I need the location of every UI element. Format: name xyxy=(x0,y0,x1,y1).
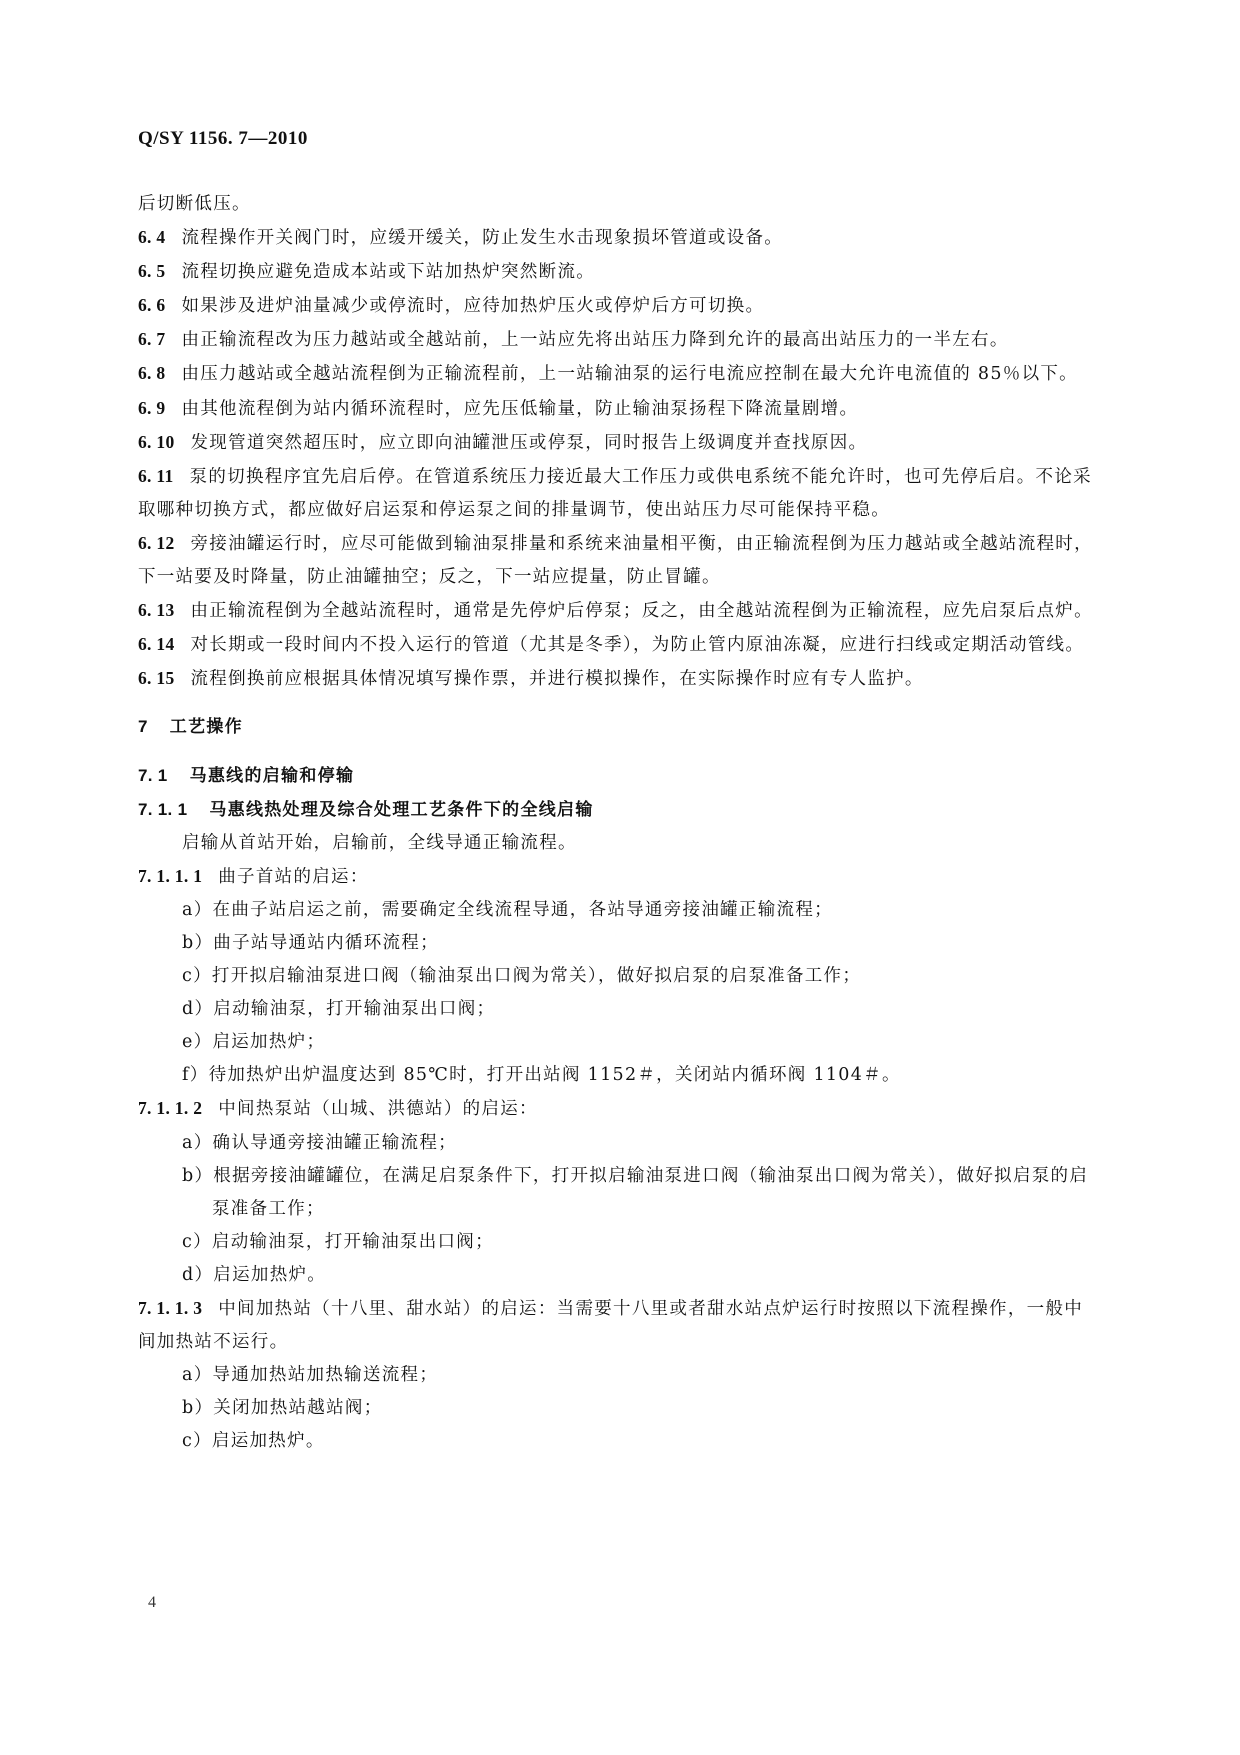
list-item: d）启运加热炉。 xyxy=(182,1264,327,1285)
clause-number: 6. 13 xyxy=(138,600,175,621)
list-item: c）打开拟启输油泵进口阀（输油泵出口阀为常关），做好拟启泵的启泵准备工作； xyxy=(182,966,862,987)
section-heading-7-1-1 xyxy=(138,793,1100,827)
list-item: b）根据旁接油罐罐位，在满足启泵条件下，打开拟启输油泵进口阀（输油泵出口阀为常关），做好拟启泵的启泵准备工作； xyxy=(182,1165,1089,1219)
section-number: 7. 1 xyxy=(138,765,168,785)
clause-number: 6. 7 xyxy=(138,329,166,350)
clause-6-7 xyxy=(138,323,1100,357)
section-heading-7-1 xyxy=(138,759,1100,793)
clause-text: 由其他流程倒为站内循环流程时，应先压低输量，防止输油泵扬程下降流量剧增。 xyxy=(181,398,859,419)
clause-text: 旁接油罐运行时，应尽可能做到输油泵排量和系统来油量相平衡，由正输流程倒为压力越站或全越站流程时，下一站要及时降量，防止油罐抽空；反之，下一站应提量，防止冒罐。 xyxy=(138,533,1093,588)
clause-7-1-1-3 xyxy=(138,1292,1100,1359)
section-title: 马惠线热处理及综合处理工艺条件下的全线启输 xyxy=(209,799,594,820)
paragraph-text: 后切断低压。 xyxy=(138,194,251,214)
clause-6-4 xyxy=(138,221,1100,255)
section-number: 7. 1. 1 xyxy=(138,799,188,819)
list-item: f）待加热炉出炉温度达到 85℃时，打开出站阀 1152＃，关闭站内循环阀 1104＃。 xyxy=(182,1065,901,1086)
clause-6-10 xyxy=(138,426,1100,460)
clause-number: 7. 1. 1. 2 xyxy=(138,1098,203,1119)
clause-text: 泵的切换程序宜先启后停。在管道系统压力接近最大工作压力或供电系统不能允许时，也可先停后启。不论采取哪种切换方式，都应做好启运泵和停运泵之间的排量调节，使出站压力尽可能保持平稳。 xyxy=(138,466,1092,520)
clause-number: 6. 14 xyxy=(138,634,175,655)
clause-text: 曲子首站的启运： xyxy=(218,866,369,887)
section-title: 马惠线的启输和停输 xyxy=(189,765,355,786)
clause-6-12 xyxy=(138,527,1100,594)
clause-text: 流程切换应避免造成本站或下站加热炉突然断流。 xyxy=(181,262,596,283)
section-number: 7 xyxy=(138,717,148,737)
document-id: Q/SY 1156. 7—2010 xyxy=(138,128,308,149)
list-item: d）启动输油泵，打开输油泵出口阀； xyxy=(182,999,496,1020)
clause-6-11 xyxy=(138,460,1100,527)
clause-number: 6. 4 xyxy=(138,227,166,248)
list-item: b）关闭加热站越站阀； xyxy=(182,1398,383,1419)
list-item: b）曲子站导通站内循环流程； xyxy=(182,932,439,953)
paragraph xyxy=(138,188,1100,221)
clause-6-6 xyxy=(138,289,1100,323)
list-item: a）确认导通旁接油罐正输流程； xyxy=(182,1132,457,1153)
clause-text: 由正输流程改为压力越站或全越站前，上一站应先将出站压力降到允许的最高出站压力的一半左右。 xyxy=(181,330,1009,351)
page-number: 4 xyxy=(148,1594,156,1611)
list-item: c）启动输油泵，打开输油泵出口阀； xyxy=(182,1231,494,1252)
clause-number: 6. 15 xyxy=(138,668,175,689)
clause-text: 由压力越站或全越站流程倒为正输流程前，上一站输油泵的运行电流应控制在最大允许电流值的 85％以下。 xyxy=(181,364,1078,385)
clause-number: 7. 1. 1. 1 xyxy=(138,865,203,886)
clause-text: 中间热泵站（山城、洪德站）的启运： xyxy=(218,1099,538,1120)
list-item: a）在曲子站启运之前，需要确定全线流程导通，各站导通旁接油罐正输流程； xyxy=(182,899,833,920)
clause-7-1-1-1 xyxy=(138,860,1100,894)
clause-text: 中间加热站（十八里、甜水站）的启运：当需要十八里或者甜水站点炉运行时按照以下流程操作，一般中间加热站不运行。 xyxy=(138,1299,1084,1353)
clause-number: 6. 9 xyxy=(138,397,166,418)
section-heading-7 xyxy=(138,710,1100,744)
clause-6-13 xyxy=(138,594,1100,628)
clause-text: 流程倒换前应根据具体情况填写操作票，并进行模拟操作，在实际操作时应有专人监护。 xyxy=(190,669,924,690)
clause-6-14 xyxy=(138,628,1100,662)
clause-text: 如果涉及进炉油量减少或停流时，应待加热炉压火或停炉后方可切换。 xyxy=(181,296,765,317)
clause-7-1-1-2 xyxy=(138,1092,1100,1126)
clause-text: 流程操作开关阀门时，应缓开缓关，防止发生水击现象损坏管道或设备。 xyxy=(181,228,784,249)
document-body xyxy=(138,188,1100,1458)
clause-text: 对长期或一段时间内不投入运行的管道（尤其是冬季），为防止管内原油冻凝，应进行扫线或定期活动管线。 xyxy=(190,635,1085,656)
clause-6-9 xyxy=(138,392,1100,426)
list-item: e）启运加热炉； xyxy=(182,1032,326,1053)
clause-number: 6. 6 xyxy=(138,295,166,316)
clause-number: 6. 11 xyxy=(138,465,174,486)
clause-6-5 xyxy=(138,255,1100,289)
clause-6-15 xyxy=(138,662,1100,696)
clause-number: 6. 10 xyxy=(138,431,175,452)
list-item: a）导通加热站加热输送流程； xyxy=(182,1365,439,1386)
clause-text: 由正输流程倒为全越站流程时，通常是先停炉后停泵；反之，由全越站流程倒为正输流程，应先启泵后点炉。 xyxy=(190,601,1093,622)
clause-number: 6. 5 xyxy=(138,261,166,282)
clause-text: 发现管道突然超压时，应立即向油罐泄压或停泵，同时报告上级调度并查找原因。 xyxy=(190,432,868,453)
clause-number: 6. 12 xyxy=(138,532,175,553)
clause-number: 6. 8 xyxy=(138,363,166,384)
list-item: c）启运加热炉。 xyxy=(182,1431,325,1452)
clause-6-8 xyxy=(138,357,1100,391)
intro-paragraph: 启输从首站开始，启输前，全线导通正输流程。 xyxy=(182,832,577,853)
section-title: 工艺操作 xyxy=(169,717,243,738)
clause-number: 7. 1. 1. 3 xyxy=(138,1298,203,1318)
